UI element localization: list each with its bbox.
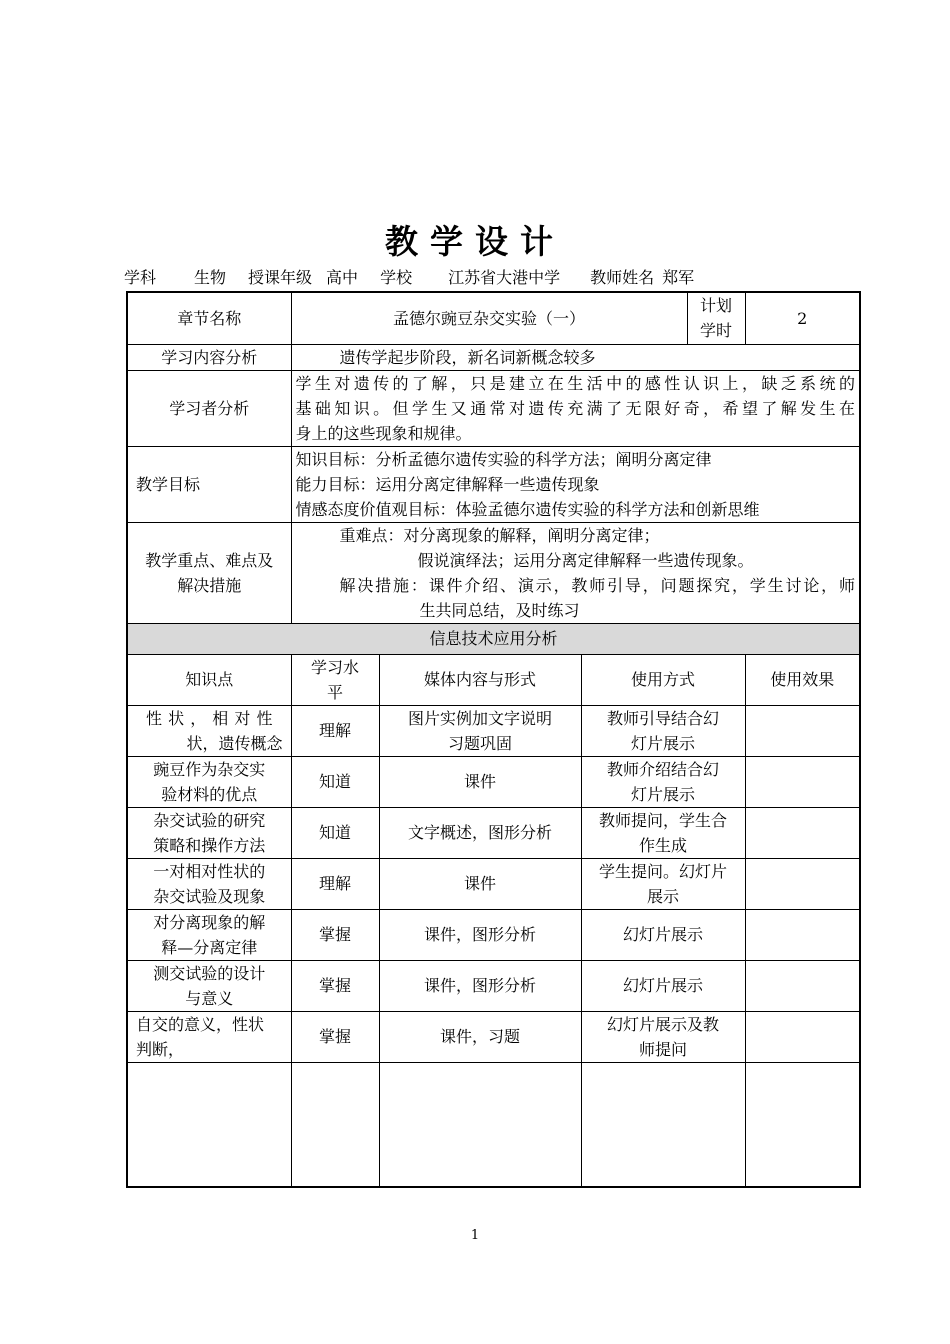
col-header-effect: 使用效果 <box>745 654 860 705</box>
knowledge-line1: 豌豆作为杂交实 <box>153 759 266 779</box>
page-number: 1 <box>470 1228 480 1243</box>
knowledge-line1: 自交的意义，性状 <box>136 1014 265 1034</box>
table-row <box>127 756 860 807</box>
learner-line-2: 基础知识。但学生又通常对遗传充满了无限好奇，希望了解发生在 <box>295 398 856 418</box>
key-points-row <box>127 522 860 623</box>
key-points-line-1: 重难点：对分离现象的解释，阐明分离定律； <box>339 525 660 545</box>
media-cell: 课件 <box>379 756 581 807</box>
learner-analysis-row <box>127 370 860 446</box>
media-cell: 课件，图形分析 <box>379 960 581 1011</box>
media-cell: 课件 <box>379 858 581 909</box>
empty-row <box>127 1062 860 1187</box>
usage-cell: 幻灯片展示 <box>581 909 745 960</box>
chapter-row <box>127 292 860 344</box>
key-points-label-line1: 教学重点、难点及 <box>145 550 274 570</box>
grade-value: 高中 <box>326 268 359 287</box>
knowledge-cell <box>127 807 291 858</box>
usage-line2: 展示 <box>647 886 680 906</box>
level-cell: 理解 <box>291 705 379 756</box>
usage-line1: 教师介绍结合幻 <box>607 759 720 779</box>
usage-cell <box>581 1011 745 1062</box>
knowledge-line1: 性状，相对性 <box>146 708 273 728</box>
empty-cell <box>581 1062 745 1187</box>
effect-cell <box>745 1011 860 1062</box>
key-points-value <box>291 522 860 623</box>
page-title: 教学设计 <box>385 222 565 261</box>
media-line2: 习题巩固 <box>447 733 512 753</box>
col-header-usage: 使用方式 <box>581 654 745 705</box>
empty-cell <box>127 1062 291 1187</box>
learner-line-1: 学生对遗传的了解，只是建立在生活中的感性认识上，缺乏系统的 <box>295 373 856 393</box>
table-row <box>127 858 860 909</box>
table-row <box>127 909 860 960</box>
knowledge-cell <box>127 1011 291 1062</box>
key-points-line-3: 解决措施：课件介绍、演示，教师引导，问题探究，学生讨论，师 <box>339 575 856 595</box>
it-section-header-row <box>127 623 860 654</box>
knowledge-line2: 状，遗传概念 <box>186 733 283 753</box>
objectives-value <box>291 446 860 522</box>
lesson-plan-table <box>126 291 861 1188</box>
knowledge-line2: 释—分离定律 <box>161 937 258 957</box>
objective-ability: 能力目标：运用分离定律解释一些遗传现象 <box>295 474 600 494</box>
usage-cell <box>581 858 745 909</box>
level-cell: 掌握 <box>291 960 379 1011</box>
chapter-value: 孟德尔豌豆杂交实验（一） <box>291 292 687 344</box>
level-cell: 掌握 <box>291 909 379 960</box>
usage-line2: 灯片展示 <box>631 784 696 804</box>
subject-label: 学科 <box>124 268 157 287</box>
empty-cell <box>379 1062 581 1187</box>
objective-knowledge: 知识目标：分析孟德尔遗传实验的科学方法；阐明分离定律 <box>295 449 712 469</box>
media-line1: 图片实例加文字说明 <box>407 708 552 728</box>
learner-analysis-label: 学习者分析 <box>127 370 291 446</box>
grade-label: 授课年级 <box>248 268 313 287</box>
col-header-level <box>291 654 379 705</box>
hours-value: 2 <box>745 292 860 344</box>
table-row <box>127 807 860 858</box>
empty-cell <box>291 1062 379 1187</box>
usage-cell <box>581 756 745 807</box>
col-header-knowledge: 知识点 <box>127 654 291 705</box>
knowledge-cell <box>127 705 291 756</box>
key-points-label <box>127 522 291 623</box>
usage-line1: 学生提问。幻灯片 <box>599 861 728 881</box>
objectives-label: 教学目标 <box>127 446 291 522</box>
effect-cell <box>745 807 860 858</box>
knowledge-cell <box>127 909 291 960</box>
meta-line <box>124 266 864 290</box>
usage-cell: 幻灯片展示 <box>581 960 745 1011</box>
subject-value: 生物 <box>194 268 227 287</box>
usage-line2: 作生成 <box>639 835 688 855</box>
table-row <box>127 960 860 1011</box>
effect-cell <box>745 909 860 960</box>
media-cell: 文字概述，图形分析 <box>379 807 581 858</box>
hours-label-line1: 计划 <box>700 296 733 316</box>
content-analysis-row <box>127 344 860 370</box>
objective-attitude: 情感态度价值观目标：体验孟德尔遗传实验的科学方法和创新思维 <box>295 499 760 519</box>
it-section-title: 信息技术应用分析 <box>127 623 860 654</box>
table-row <box>127 1011 860 1062</box>
usage-line1: 教师引导结合幻 <box>607 708 720 728</box>
objectives-row <box>127 446 860 522</box>
media-cell: 课件，图形分析 <box>379 909 581 960</box>
content-analysis-value: 遗传学起步阶段，新名词新概念较多 <box>291 344 860 370</box>
level-cell: 理解 <box>291 858 379 909</box>
usage-line1: 教师提问，学生合 <box>599 810 728 830</box>
knowledge-line2: 验材料的优点 <box>161 784 258 804</box>
knowledge-line2: 杂交试验及现象 <box>153 886 266 906</box>
knowledge-cell <box>127 756 291 807</box>
knowledge-line1: 对分离现象的解 <box>153 912 266 932</box>
key-points-label-line2: 解决措施 <box>177 575 242 595</box>
col-header-media: 媒体内容与形式 <box>379 654 581 705</box>
usage-cell <box>581 705 745 756</box>
chapter-label: 章节名称 <box>127 292 291 344</box>
knowledge-cell <box>127 960 291 1011</box>
level-cell: 知道 <box>291 807 379 858</box>
media-cell <box>379 705 581 756</box>
effect-cell <box>745 858 860 909</box>
key-points-line-2: 假说演绎法；运用分离定律解释一些遗传现象。 <box>417 550 754 570</box>
knowledge-line1: 杂交试验的研究 <box>153 810 266 830</box>
level-cell: 知道 <box>291 756 379 807</box>
effect-cell <box>745 705 860 756</box>
knowledge-line1: 一对相对性状的 <box>153 861 266 881</box>
teacher-label: 教师姓名 <box>590 268 655 287</box>
learner-analysis-value <box>291 370 860 446</box>
key-points-line-4: 生共同总结，及时练习 <box>419 600 580 620</box>
content-analysis-label: 学习内容分析 <box>127 344 291 370</box>
school-value: 江苏省大港中学 <box>448 268 561 287</box>
knowledge-line2: 判断， <box>136 1039 185 1059</box>
effect-cell <box>745 960 860 1011</box>
knowledge-line1: 测交试验的设计 <box>153 963 266 983</box>
knowledge-line2: 与意义 <box>185 988 234 1008</box>
empty-cell <box>745 1062 860 1187</box>
it-column-header-row <box>127 654 860 705</box>
school-label: 学校 <box>380 268 413 287</box>
usage-line2: 师提问 <box>639 1039 688 1059</box>
learner-line-3: 身上的这些现象和规律。 <box>295 423 472 443</box>
knowledge-line2: 策略和操作方法 <box>153 835 266 855</box>
teacher-value: 郑军 <box>662 268 695 287</box>
media-cell: 课件，习题 <box>379 1011 581 1062</box>
knowledge-cell <box>127 858 291 909</box>
hours-label-line2: 学时 <box>700 321 733 341</box>
usage-cell <box>581 807 745 858</box>
col-header-level-line2: 平 <box>326 682 343 702</box>
usage-line1: 幻灯片展示及教 <box>607 1014 720 1034</box>
level-cell: 掌握 <box>291 1011 379 1062</box>
effect-cell <box>745 756 860 807</box>
col-header-level-line1: 学习水 <box>310 657 359 677</box>
table-row <box>127 705 860 756</box>
usage-line2: 灯片展示 <box>631 733 696 753</box>
hours-label <box>687 292 745 344</box>
